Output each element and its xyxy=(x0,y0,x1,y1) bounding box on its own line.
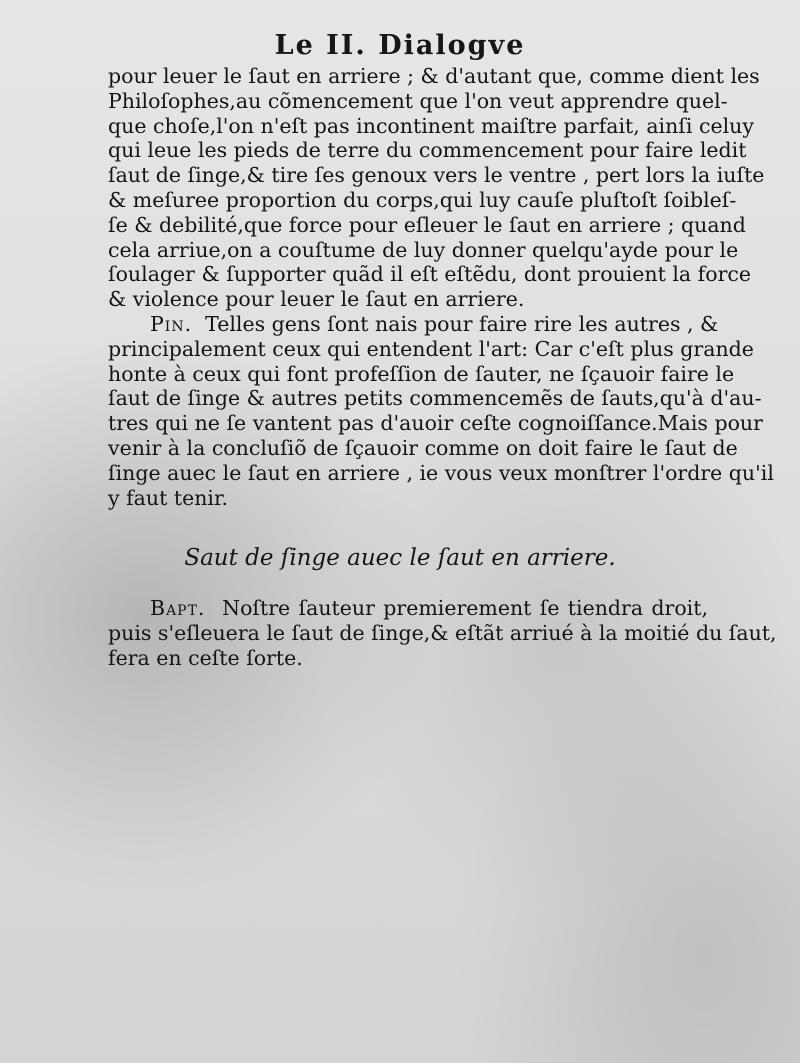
text-line: ſaut de ſinge & autres petits commencemẽs de ſauts,qu'à d'au- xyxy=(108,386,762,411)
paragraph-1 xyxy=(108,64,774,510)
text-line: Philoſophes,au cõmencement que l'on veut apprendre quel- xyxy=(108,88,728,113)
paragraph-3 xyxy=(108,596,777,670)
text-line: cela arriue,on a couſtume de luy donner quelqu'ayde pour le xyxy=(108,237,739,262)
text-line-speaker xyxy=(108,311,719,337)
text-line: venir à la concluſiõ de ſçauoir comme on doit faire le ſaut de xyxy=(108,435,738,460)
text-line: qui leue les pieds de terre du commencement pour faire ledit xyxy=(108,138,747,163)
section-heading: Saut de ſinge auec le ſaut en arriere. xyxy=(184,545,616,571)
text-line: tres qui ne ſe vantent pas d'auoir ceſte cognoiſſance.Mais pour xyxy=(108,411,763,436)
text-line: & violence pour leuer le ſaut en arriere. xyxy=(108,287,525,312)
text-line: honte à ceux qui font profeſſion de ſauter, ne ſçauoir faire le xyxy=(108,361,735,386)
page-header xyxy=(0,30,800,61)
text-line: ſinge auec le ſaut en arriere , ie vous veux monſtrer l'ordre qu'il xyxy=(108,460,774,485)
speaker-label: Pin. xyxy=(150,311,193,336)
text-line: que choſe,l'on n'eſt pas incontinent maiſtre parfait, ainſi celuy xyxy=(108,113,754,138)
text-line: principalement ceux qui entendent l'art: Car c'eſt plus grande xyxy=(108,336,754,361)
text-line: ſaut de ſinge,& tire ſes genoux vers le ventre , pert lors la iuſte xyxy=(108,163,765,188)
text-line-speaker xyxy=(108,596,708,621)
speaker-text: Noſtre ſauteur premierement ſe tiendra droit, xyxy=(222,596,708,620)
text-line: fera en ceſte ſorte. xyxy=(108,645,303,670)
text-line: & meſuree proportion du corps,qui luy cauſe pluſtoſt ſoibleſ- xyxy=(108,187,737,212)
text-line: pour leuer le ſaut en arriere ; & d'autant que, comme dient les xyxy=(108,64,760,88)
text-line: ſoulager & ſupporter quãd il eſt eſtẽdu, dont prouient la force xyxy=(108,262,752,287)
speaker-text: Telles gens ſont nais pour faire rire les autres , & xyxy=(205,311,719,336)
speaker-label: Bapt. xyxy=(150,596,206,620)
text-line: y faut tenir. xyxy=(108,485,229,510)
text-line: ſe & debilité,que force pour eſleuer le ſaut en arriere ; quand xyxy=(108,212,746,237)
text-line: puis s'eſleuera le ſaut de ſinge,& eſtãt arriué à la moitié du ſaut, xyxy=(108,620,777,645)
header-title: Le II. Dialogve xyxy=(274,30,526,61)
